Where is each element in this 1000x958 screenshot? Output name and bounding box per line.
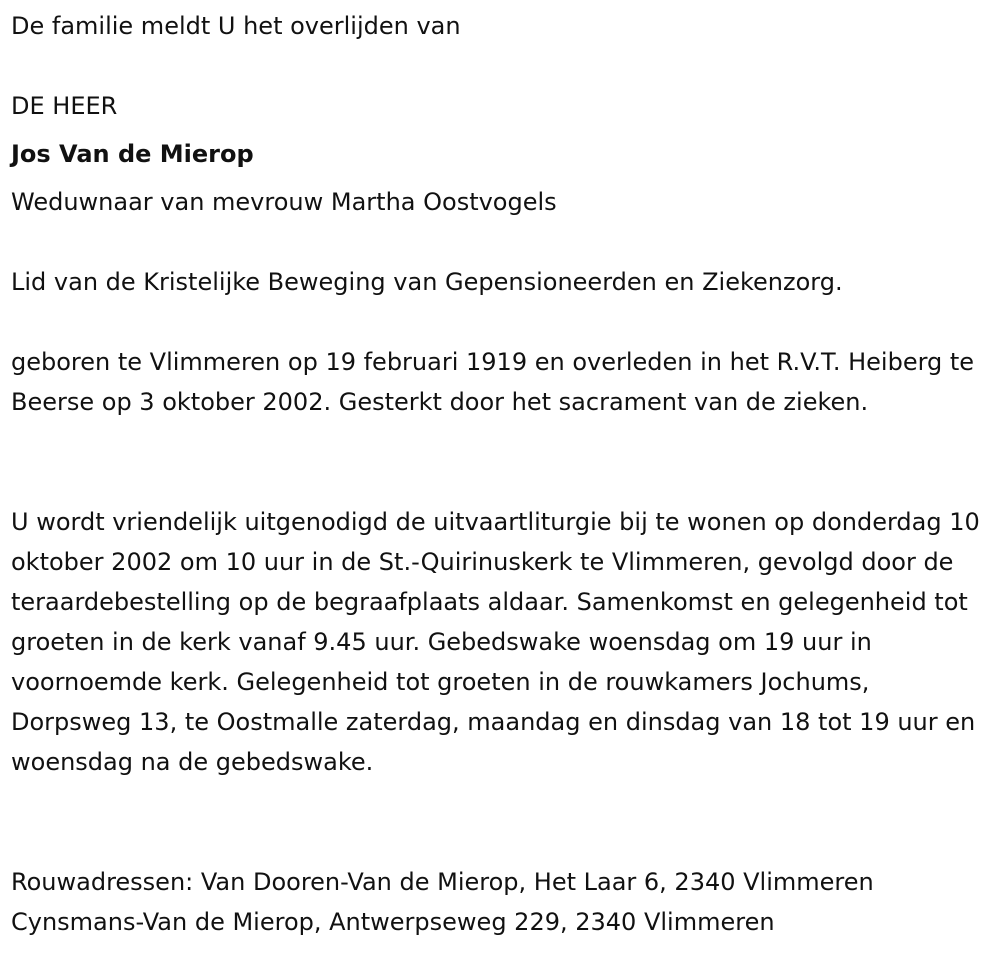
intro-line: De familie meldt U het overlijden van bbox=[11, 12, 461, 40]
funeral-paragraph: U wordt vriendelijk uitgenodigd de uitvaartliturgie bij te wonen op donderdag 10 oktober 2002 om 10 uur in de St.-Quirinuskerk te Vlimmeren, gevolgd door de teraardebestelling op de begraafplaats aldaar. Samenkomst en gelegenheid tot groeten in de kerk vanaf 9.45 uur. Gebedswake woensdag om 19 uur in voornoemde kerk. Gelegenheid tot groeten in de rouwkamers Jochums, Dorpsweg 13, te Oostmalle zaterdag, maandag en dinsdag van 18 tot 19 uur en woensdag na de gebedswake. bbox=[11, 508, 980, 776]
address-line-1: Rouwadressen: Van Dooren-Van de Mierop, Het Laar 6, 2340 Vlimmeren bbox=[11, 868, 874, 896]
widow-line: Weduwnaar van mevrouw Martha Oostvogels bbox=[11, 188, 557, 216]
address-line-2: Cynsmans-Van de Mierop, Antwerpseweg 229, 2340 Vlimmeren bbox=[11, 908, 775, 936]
title-line: DE HEER bbox=[11, 92, 118, 120]
membership-line: Lid van de Kristelijke Beweging van Gepensioneerden en Ziekenzorg. bbox=[11, 268, 843, 296]
birth-death-paragraph: geboren te Vlimmeren op 19 februari 1919 en overleden in het R.V.T. Heiberg te Beerse op 3 oktober 2002. Gesterkt door het sacrament van de zieken. bbox=[11, 348, 975, 416]
deceased-name: Jos Van de Mierop bbox=[11, 140, 254, 168]
addresses-block bbox=[11, 862, 986, 942]
